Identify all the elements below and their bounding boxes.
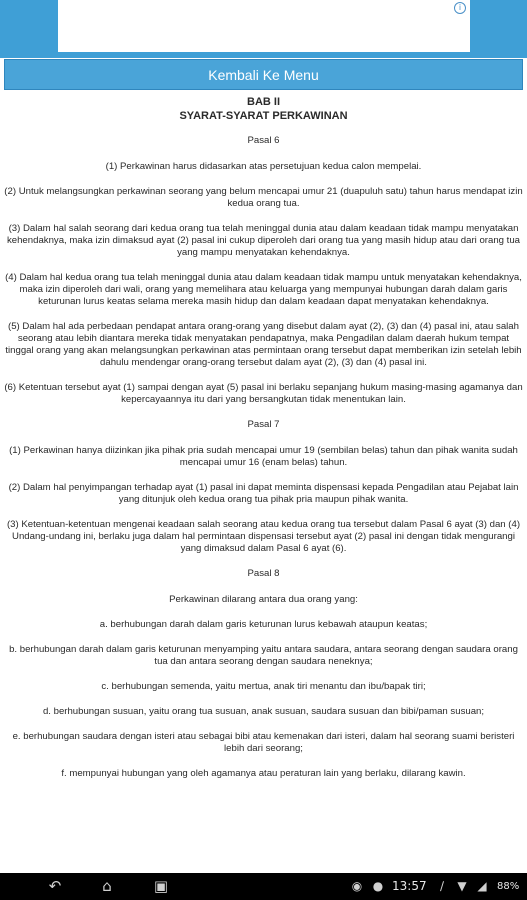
article-paragraph: a. berhubungan darah dalam garis keturunan lurus kebawah ataupun keatas; <box>99 619 428 630</box>
chapter-number: BAB II <box>247 96 280 108</box>
article-paragraph: (2) Untuk melangsungkan perkawinan seorang yang belum mencapai umur 21 (duapuluh satu) tahun harus mendapat izin kedua orang tua. <box>4 186 523 209</box>
back-icon[interactable]: ↶ <box>48 877 62 895</box>
article-paragraph: Perkawinan dilarang antara dua orang yang: <box>169 594 358 605</box>
signal-icon: ◢ <box>477 879 487 893</box>
article-paragraph: d. berhubungan susuan, yaitu orang tua susuan, anak susuan, saudara susuan dan bibi/paman susuan; <box>42 706 485 717</box>
article-paragraph: (4) Dalam hal kedua orang tua telah meninggal dunia atau dalam keadaan tidak mampu untuk menyatakan kehendaknya, maka izin diperoleh dari wali, orang yang memelihara atau keluarga yang mempunyai hubungan darah dalam garis keturunan lurus keatas selama mereka masih hidup dan dalam keadaan dapat menyatakan kehendaknya. <box>5 272 522 307</box>
article-paragraph: (1) Perkawinan harus didasarkan atas persetujuan kedua calon mempelai. <box>105 161 422 172</box>
article-paragraph: b. berhubungan darah dalam garis keturunan menyamping yaitu antara saudara, antara seorang dengan saudara orang tua dan antara seorang dengan saudara neneknya; <box>9 644 518 667</box>
article-paragraph: (1) Perkawinan hanya diizinkan jika pihak pria sudah mencapai umur 19 (sembilan belas) tahun dan pihak wanita sudah mencapai umur 16 (enam belas) tahun. <box>9 445 518 468</box>
battery-level: 88% <box>497 881 520 892</box>
article-content[interactable] <box>4 96 523 869</box>
status-time: 13:57 <box>392 879 427 893</box>
home-icon[interactable]: ⌂ <box>102 877 112 895</box>
article-paragraph: (3) Ketentuan-ketentuan mengenai keadaan salah seorang atau kedua orang tua tersebut dalam Pasal 6 ayat (3) dan (4) Undang-undang ini, berlaku juga dalam hal permintaan dispensasi tersebut ayat (2) pasal ini dengan tidak mengurangi yang dimaksud dalam Pasal 6 ayat (6). <box>6 519 521 554</box>
article-paragraph: (2) Dalam hal penyimpangan terhadap ayat (1) pasal ini dapat meminta dispensasi kepada Pengadilan atau Pejabat lain yang ditunjuk oleh kedua orang tua pihak pria maupun pihak wanita. <box>8 482 519 505</box>
system-navigation-bar <box>0 873 527 900</box>
wifi-icon: ▼ <box>457 879 467 893</box>
sections-container <box>4 135 523 780</box>
article-paragraph: f. mempunyai hubungan yang oleh agamanya atau peraturan lain yang berlaku, dilarang kawin. <box>61 768 466 779</box>
bluetooth-icon: ∕ <box>439 879 445 893</box>
article-paragraph: (6) Ketentuan tersebut ayat (1) sampai dengan ayat (5) pasal ini berlaku sepanjang hukum masing-masing agamanya dan kepercayaannya itu dari yang bersangkutan tidak menentukan lain. <box>4 382 523 405</box>
back-to-menu-button[interactable]: Kembali Ke Menu <box>4 59 523 90</box>
chapter-title: SYARAT-SYARAT PERKAWINAN <box>179 110 348 122</box>
article-paragraph: (5) Dalam hal ada perbedaan pendapat antara orang-orang yang disebut dalam ayat (2), (3) dan (4) pasal ini, atau salah seorang atau lebih diantara mereka tidak menyatakan pendapatnya, maka Pengadilan dalam daerah hukum tempat tinggal orang yang akan melangsungkan perkawinan atas permintaan orang tersebut dapat memberikan izin setelah lebih dahulu mendengar orang-orang tersebut dalam ayat (2), (3) dan (4) pasal ini. <box>5 321 522 368</box>
article-paragraph: c. berhubungan semenda, yaitu mertua, anak tiri menantu dan ibu/bapak tiri; <box>101 681 426 692</box>
advertisement-banner[interactable] <box>58 0 470 52</box>
camera-icon: ◉ <box>351 879 363 893</box>
article-paragraph: (3) Dalam hal salah seorang dari kedua orang tua telah meninggal dunia atau dalam keadaan tidak mampu menyatakan kehendaknya, maka izin dimaksud ayat (2) pasal ini cukup diperoleh dari orang tua yang masih hidup atau dari orang tua yang mampu menyatakan kehendaknya. <box>6 223 521 258</box>
top-banner-area <box>0 0 527 58</box>
article-paragraph: e. berhubungan saudara dengan isteri atau sebagai bibi atau kemenakan dari isteri, dalam hal seorang suami beristeri lebih dari seorang; <box>12 731 515 754</box>
section-heading: Pasal 6 <box>247 135 280 146</box>
section-heading: Pasal 8 <box>247 568 280 579</box>
recents-icon[interactable]: ▣ <box>153 877 169 895</box>
section-heading: Pasal 7 <box>247 419 280 430</box>
notification-icon: ● <box>372 879 384 893</box>
ad-info-icon[interactable]: i <box>454 2 466 14</box>
